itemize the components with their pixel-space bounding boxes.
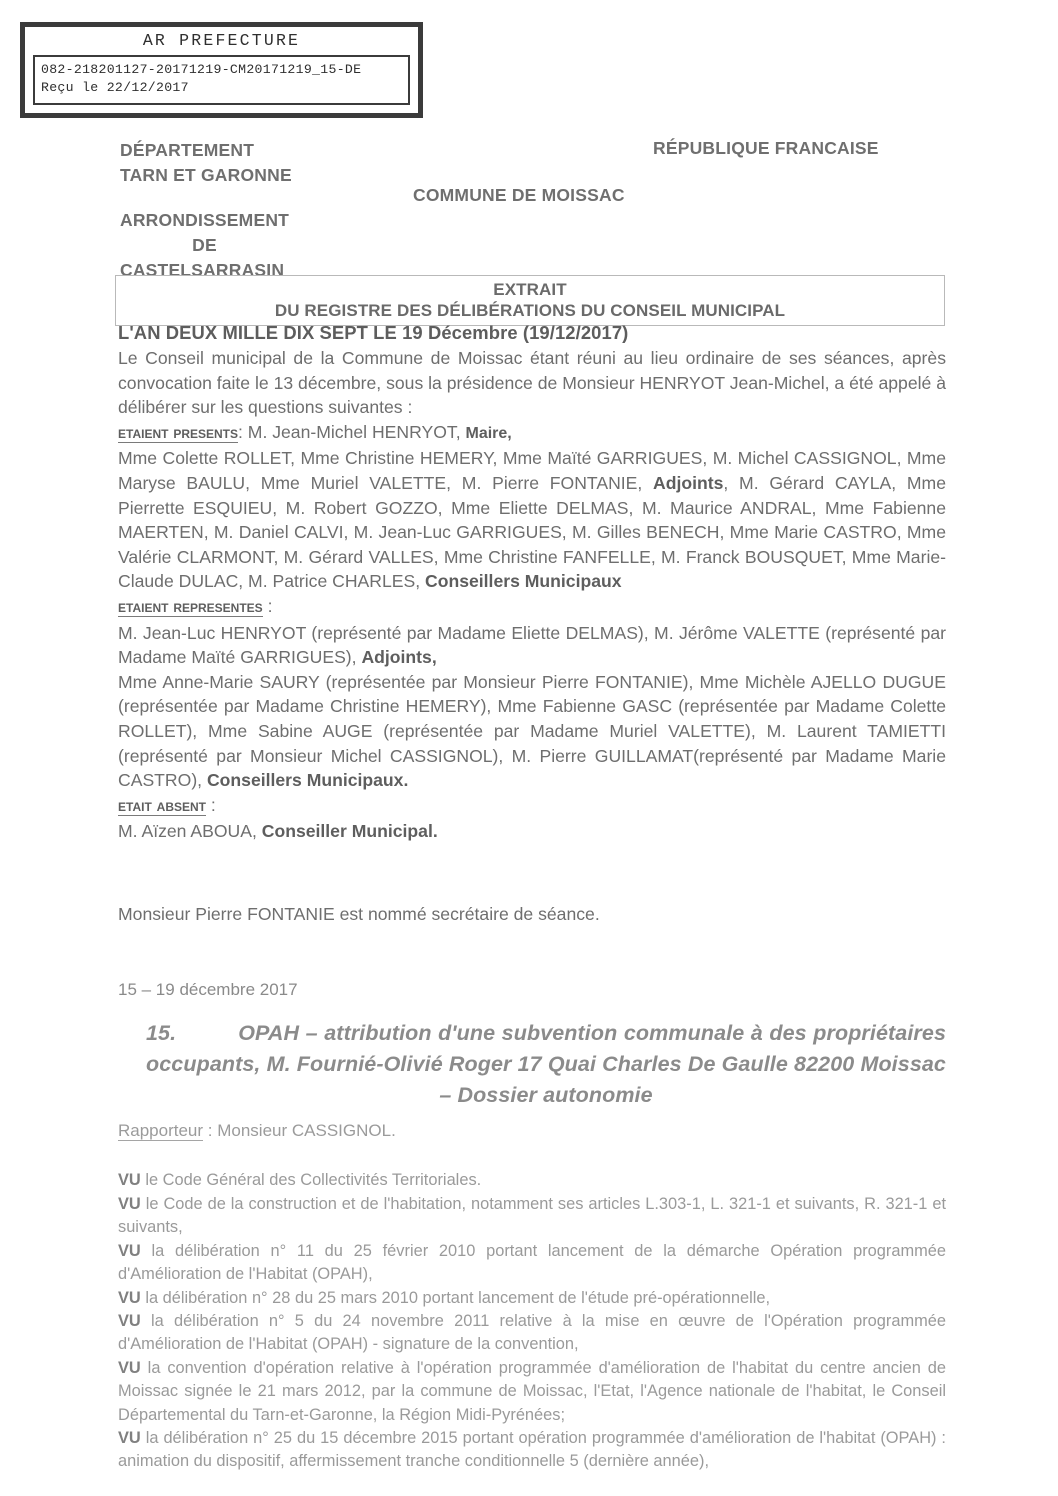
secretaire-de-seance: Monsieur Pierre FONTANIE est nommé secrétaire de séance.	[118, 903, 600, 924]
vu-text: le Code Général des Collectivités Territoriales.	[140, 1171, 482, 1190]
representes-adjoints-text: M. Jean-Luc HENRYOT (représenté par Madame Eliette DELMAS), M. Jérôme VALETTE (représenté par Madame Maïté GARRIGUES),	[118, 622, 946, 668]
arrondissement-de: DE	[192, 235, 217, 255]
deliberation-title	[146, 1018, 946, 1111]
presents-conseillers-text: , M. Gérard CAYLA, Mme Pierrette ESQUIEU, M. Robert GOZZO, Mme Eliette DELMAS, M. Maurice ANDRAL, Mme Fabienne MAERTEN, M. Daniel CALVI, M. Jean-Luc GARRIGUES, M. Gilles BENECH, Mme Marie CASTRO, Mme Valérie CLARMONT, M. Gérard VALLES, Mme Christine FANFELLE, M. Franck BOUSQUET, Mme Marie-Claude DULAC, M. Patrice CHARLES,	[118, 472, 946, 592]
vu-keyword: VU	[118, 1171, 141, 1190]
stamp-title: AR PREFECTURE	[142, 31, 301, 50]
departement-name: TARN ET GARONNE	[120, 165, 292, 185]
vu-keyword: VU	[118, 1358, 141, 1377]
commune-de-moissac: COMMUNE DE MOISSAC	[413, 185, 625, 205]
presents-list	[118, 446, 946, 594]
vu-keyword: VU	[118, 1194, 141, 1213]
representes-conseillers-role: Conseillers Municipaux.	[206, 770, 409, 791]
representes-adjoints	[118, 621, 946, 670]
vu-clause	[118, 1193, 946, 1240]
presents-label: etaient presents	[118, 421, 239, 442]
departement-label: DÉPARTEMENT	[120, 140, 255, 160]
presents-conseillers-role: Conseillers Municipaux	[425, 571, 622, 592]
vu-clause	[118, 1310, 946, 1357]
deliberation-number: 15.	[146, 1021, 177, 1046]
absent-person	[118, 819, 946, 844]
absent-role: Conseiller Municipal.	[261, 821, 438, 842]
representes-label: etaient representes	[118, 595, 263, 616]
presents-maire-role: Maire,	[465, 424, 512, 442]
rapporteur-line	[118, 1119, 946, 1143]
vu-text: le Code de la construction et de l'habitation, notamment ses articles L.303-1, L. 321-1 et suivants, R. 321-1 et suivants,	[118, 1194, 946, 1237]
representes-conseillers	[118, 670, 946, 793]
vu-text: la convention d'opération relative à l'opération programmée d'amélioration de l'habitat du centre ancien de Moissac signée le 21 mars 2012, par la commune de Moissac, l'Etat, l'Agence nationale de l'habitat, le Conseil Départemental du Tarn-et-Garonne, la Région Midi-Pyrénées;	[118, 1358, 946, 1424]
deliberation-title-text: OPAH – attribution d'une subvention communale à des propriétaires occupants, M. Fournié-Olivié Roger 17 Quai Charles De Gaulle 82200 Moissac – Dossier autonomie	[146, 1021, 946, 1108]
ar-prefecture-stamp	[20, 22, 423, 118]
session-intro: Le Conseil municipal de la Commune de Moissac étant réuni au lieu ordinaire de ses séances, après convocation faite le 13 décembre, sous la présidence de Monsieur HENRYOT Jean-Michel, a été appelé à délibérer sur les questions suivantes :	[118, 348, 946, 418]
presents-adjoints-text: Mme Colette ROLLET, Mme Christine HEMERY, Mme Maïté GARRIGUES, M. Michel CASSIGNOL, Mme Maryse BAULU, Mme Muriel VALETTE, M. Pierre FONTANIE,	[118, 448, 946, 493]
vu-clause	[118, 1287, 946, 1310]
vu-clauses-block	[118, 1169, 946, 1473]
absent-label-suffix: :	[206, 794, 216, 815]
presents-heading-row	[118, 420, 946, 447]
representes-label-suffix: :	[262, 595, 273, 616]
absent-name: M. Aïzen ABOUA,	[118, 821, 262, 842]
absent-label: etait absent	[118, 794, 206, 815]
vu-keyword: VU	[118, 1241, 141, 1260]
stamp-reference: 082-218201127-20171219-CM20171219_15-DE	[41, 61, 362, 77]
vu-text: la délibération n° 25 du 15 décembre 2015 portant opération programmée d'amélioration de l'habitat (OPAH) : animation du dispositif, affermissement tranche conditionnelle 5 (dernière année),	[118, 1428, 946, 1471]
presents-maire-prefix: : M. Jean-Michel HENRYOT,	[238, 421, 466, 442]
vu-text: la délibération n° 5 du 24 novembre 2011 relative à la mise en œuvre de l'Opération programmée d'Amélioration de l'Habitat (OPAH) - signature de la convention,	[118, 1311, 946, 1354]
spacer-before-secretaire	[118, 844, 946, 902]
absent-heading-row	[118, 793, 946, 820]
vu-clause	[118, 1427, 946, 1474]
vu-clause	[118, 1169, 946, 1192]
vu-text: la délibération n° 28 du 25 mars 2010 portant lancement de l'étude pré-opérationnelle,	[140, 1288, 771, 1307]
spacer-before-deliberation	[118, 926, 946, 978]
vu-keyword: VU	[118, 1311, 141, 1330]
vu-clause	[118, 1240, 946, 1287]
representes-heading-row	[118, 594, 946, 621]
republique-francaise: RÉPUBLIQUE FRANCAISE	[653, 138, 879, 158]
rapporteur-label: Rapporteur	[118, 1121, 204, 1141]
extrait-line-1: EXTRAIT	[493, 280, 567, 299]
vu-clause	[118, 1357, 946, 1427]
extrait-title-box	[115, 275, 945, 326]
representes-adjoints-role: Adjoints,	[361, 647, 437, 668]
arrondissement-block	[120, 208, 289, 283]
arrondissement-label: ARRONDISSEMENT	[120, 210, 290, 230]
stamp-received-date: Reçu le 22/12/2017	[41, 80, 189, 96]
deliberation-date-line: 15 – 19 décembre 2017	[118, 980, 298, 1000]
presents-adjoints-role: Adjoints	[653, 472, 724, 493]
rapporteur-value: : Monsieur CASSIGNOL.	[203, 1121, 396, 1141]
vu-text: la délibération n° 11 du 25 février 2010 portant lancement de la démarche Opération programmée d'Amélioration de l'Habitat (OPAH),	[118, 1241, 946, 1284]
arrondissement-name: CASTELSARRASIN	[120, 260, 285, 280]
departement-block	[120, 138, 292, 188]
stamp-inner-box	[33, 55, 410, 105]
document-header	[0, 138, 1058, 280]
representes-conseillers-text: Mme Anne-Marie SAURY (représentée par Monsieur Pierre FONTANIE), Mme Michèle AJELLO DUGUE (représentée par Madame Christine HEMERY), Mme Fabienne GASC (représentée par Madame Colette ROLLET), Mme Sabine AUGE (représentée par Madame Muriel VALETTE), M. Laurent TAMIETTI (représenté par Monsieur Michel CASSIGNOL), M. Pierre GUILLAMAT(représenté par Madame Marie CASTRO),	[118, 671, 946, 791]
document-body	[118, 320, 946, 1474]
vu-keyword: VU	[118, 1288, 141, 1307]
session-heading: L'AN DEUX MILLE DIX SEPT LE 19 Décembre (19/12/2017)	[118, 322, 629, 343]
extrait-line-2: DU REGISTRE DES DÉLIBÉRATIONS DU CONSEIL MUNICIPAL	[274, 301, 786, 320]
vu-keyword: VU	[118, 1428, 141, 1447]
